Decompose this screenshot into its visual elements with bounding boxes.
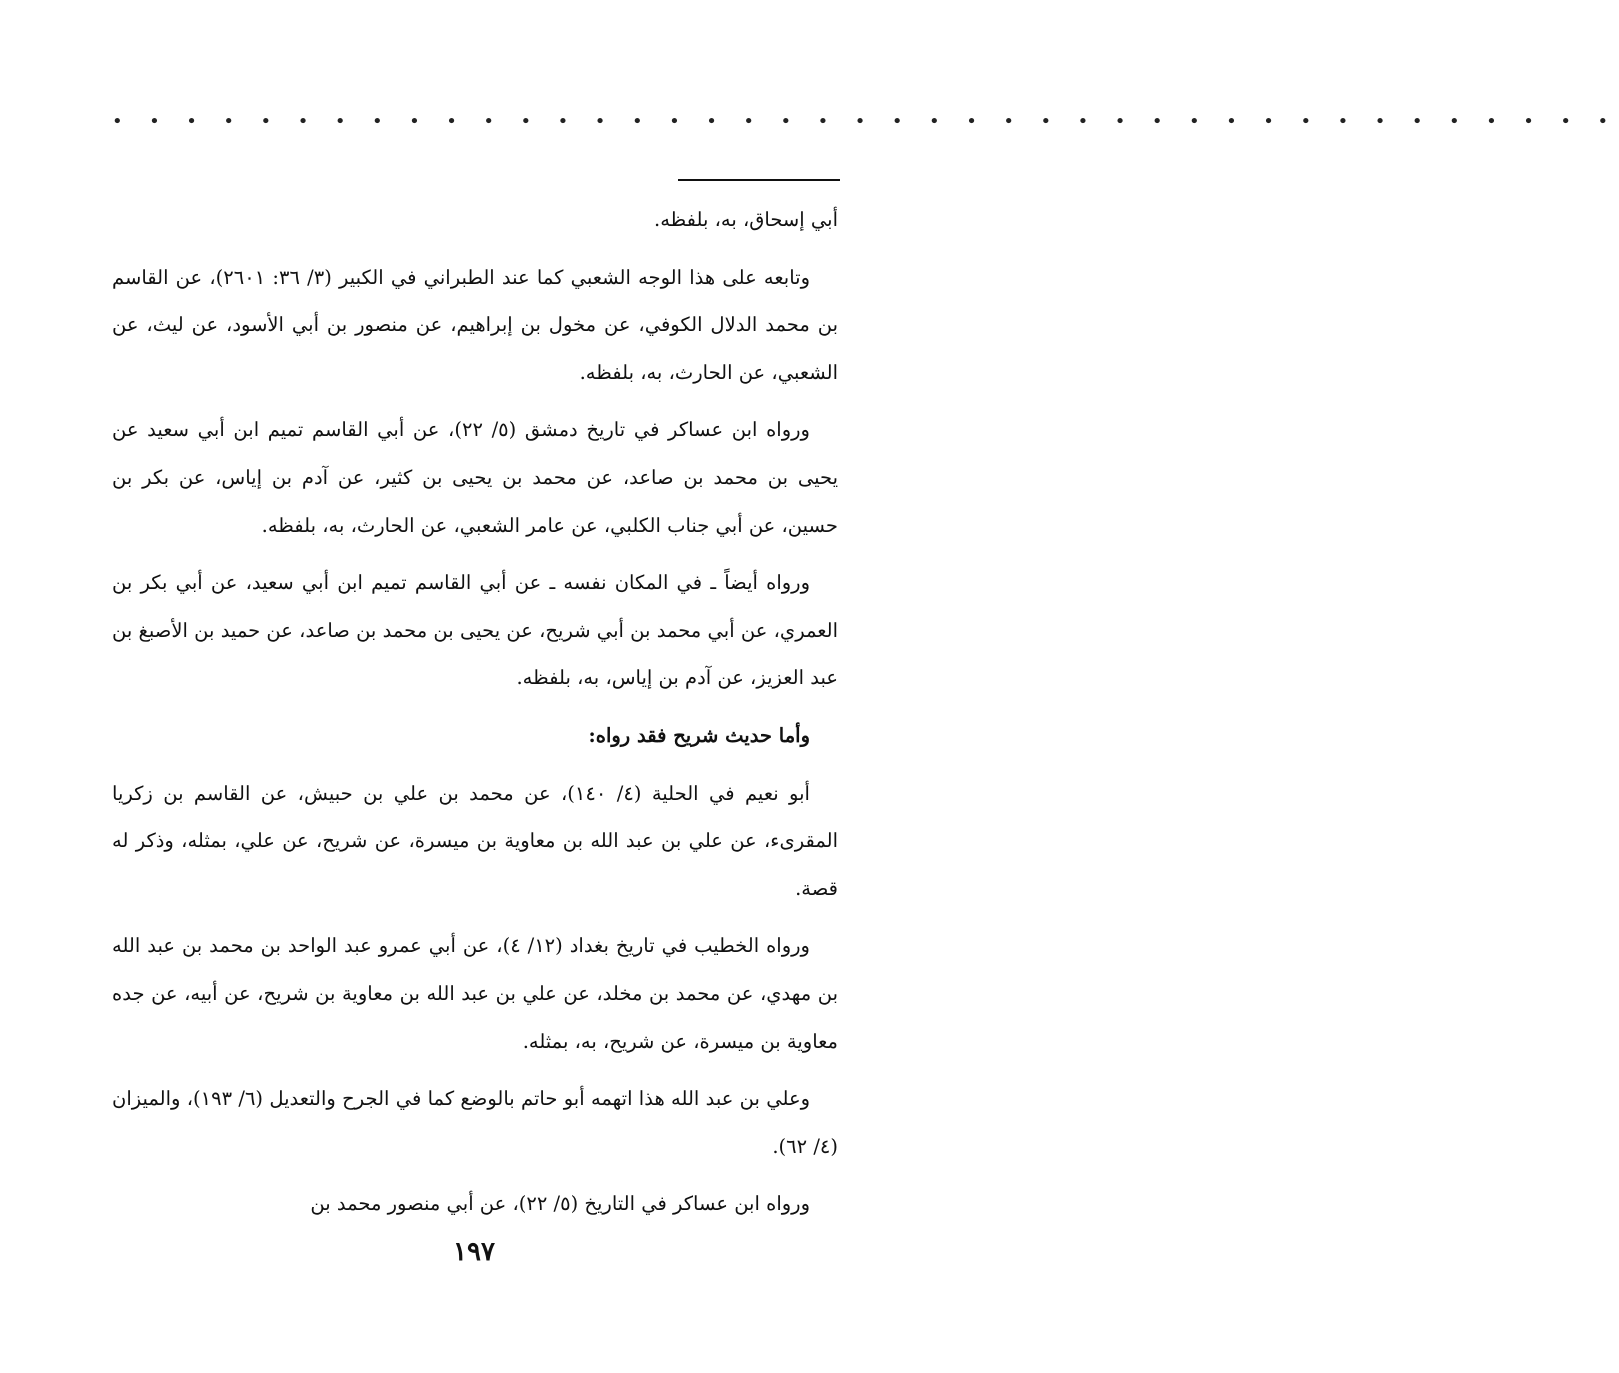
- section-heading-shurayh: وأما حديث شريح فقد رواه:: [588, 723, 810, 747]
- paragraph-ibn-asakir-also: ورواه أيضاً ـ في المكان نفسه ـ عن أبي القاسم تميم ابن أبي سعيد، عن أبي بكر بن العمري، عن أبي محمد بن أبي شريح، عن يحيى بن محمد بن صاعد، عن حميد بن الأصبغ بن عبد العزيز، عن آدم بن إياس، به، بلفظه.: [112, 571, 838, 690]
- paragraph-tabarani: وتابعه على هذا الوجه الشعبي كما عند الطبراني في الكبير (٣/ ٣٦: ٢٦٠١)، عن القاسم بن محمد الدلال الكوفي، عن مخول بن إبراهيم، عن منصور بن أبي الأسود، عن ليث، عن الشعبي، عن الحارث، به، بلفظه.: [112, 265, 838, 384]
- footnote-rule: [678, 179, 840, 181]
- paragraph-abu-nuaym: أبو نعيم في الحلية (٤/ ١٤٠)، عن محمد بن علي بن حبيش، عن القاسم بن زكريا المقرىء، عن علي بن عبد الله بن معاوية بن ميسرة، عن شريح، عن علي، بمثله، وذكر له قصة.: [112, 781, 838, 900]
- footnote-text: [112, 196, 838, 1238]
- page-number: ١٩٧: [453, 1237, 495, 1267]
- paragraph-continuation: أبي إسحاق، به، بلفظه.: [654, 208, 838, 231]
- paragraph-ali-ibn-abdullah: وعلي بن عبد الله هذا اتهمه أبو حاتم بالوضع كما في الجرح والتعديل (٦/ ١٩٣)، والميزان (٤/ ٦٢).: [112, 1087, 838, 1158]
- paragraph-ibn-asakir: ورواه ابن عساكر في تاريخ دمشق (٥/ ٢٢)، عن أبي القاسم تميم ابن أبي سعيد عن يحيى بن محمد بن صاعد، عن محمد بن يحيى بن كثير، عن آدم بن إياس، عن بكر بن حسين، عن أبي جناب الكلبي، عن عامر الشعبي، عن الحارث، به، بلفظه.: [112, 418, 838, 537]
- dotted-divider: • • • • • • • • • • • • • • • • • • • • • • • • • • • • • • • • • • • • • • • • •: [112, 111, 1619, 132]
- paragraph-ibn-asakir-tarikh: ورواه ابن عساكر في التاريخ (٥/ ٢٢)، عن أبي منصور محمد بن: [310, 1192, 810, 1216]
- paragraph-khatib: ورواه الخطيب في تاريخ بغداد (١٢/ ٤)، عن أبي عمرو عبد الواحد بن محمد بن عبد الله بن مهدي، عن محمد بن مخلد، عن علي بن عبد الله بن معاوية بن شريح، عن أبيه، عن جده معاوية بن ميسرة، عن شريح، به، بمثله.: [112, 934, 838, 1053]
